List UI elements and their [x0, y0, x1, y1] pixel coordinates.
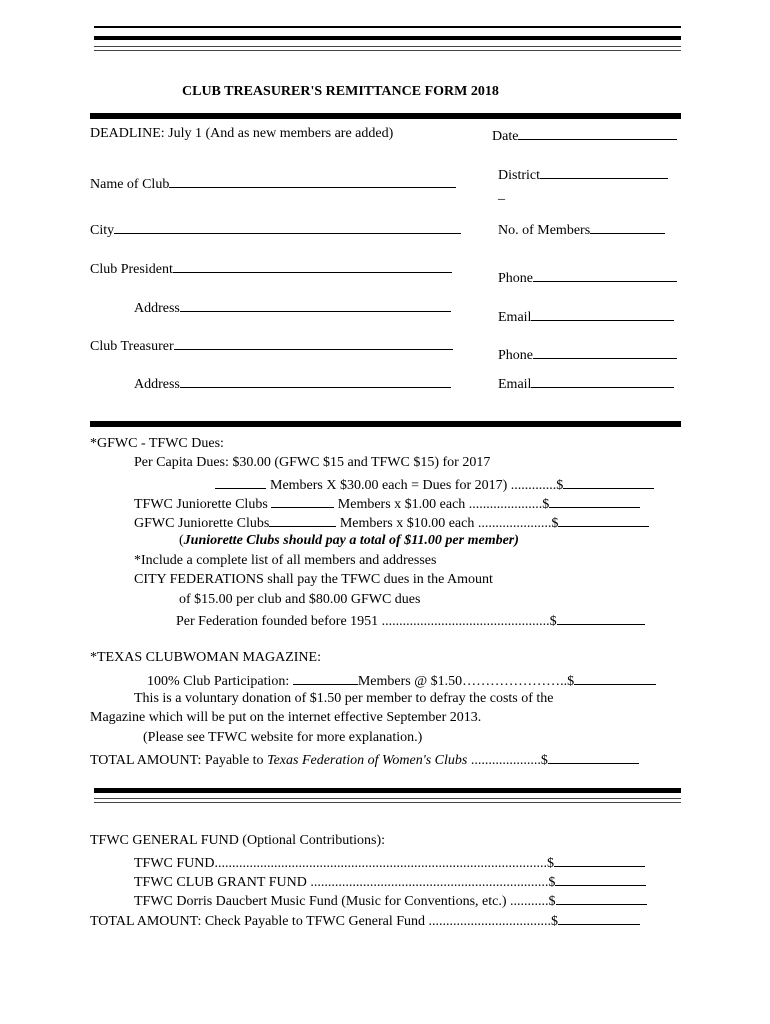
- participation-tail: Members @ $1.50…………………..$: [357, 674, 575, 689]
- email-label: Email: [498, 310, 532, 325]
- club-president-blank[interactable]: [173, 259, 452, 273]
- section-rule-2-double: [94, 798, 681, 803]
- date-blank[interactable]: [518, 126, 677, 140]
- city-field[interactable]: [90, 220, 461, 239]
- donation-text-2: Magazine which will be put on the internet effective September 2013.: [90, 710, 482, 725]
- participation-line: [147, 671, 656, 690]
- no-members-field[interactable]: [498, 220, 665, 239]
- club-treasurer-blank[interactable]: [174, 336, 453, 350]
- daucbert-fund-line: [134, 891, 647, 910]
- tfwc-fund-line: [134, 853, 645, 872]
- club-president-field[interactable]: [90, 259, 452, 278]
- daucbert-fund-amount-blank[interactable]: [556, 891, 647, 905]
- members-count-blank[interactable]: [215, 475, 266, 489]
- city-federations-2: of $15.00 per club and $80.00 GFWC dues: [179, 592, 421, 607]
- phone-label: Phone: [498, 271, 533, 286]
- donation-text-1: This is a voluntary donation of $1.50 per member to defray the costs of the: [134, 691, 554, 706]
- juniorette-note-text: Juniorette Clubs should pay a total of $11.00 per member): [183, 533, 519, 548]
- city-federations-3: [176, 611, 645, 630]
- dues-heading: *GFWC - TFWC Dues:: [90, 436, 224, 451]
- members-amount-blank[interactable]: [563, 475, 654, 489]
- juniorette-tfwc-tail: Members x $1.00 each .....................$: [337, 497, 550, 512]
- club-treasurer-field[interactable]: [90, 336, 453, 355]
- magazine-total-prefix: TOTAL AMOUNT: Payable to: [90, 753, 268, 768]
- participation-amount-blank[interactable]: [574, 671, 656, 685]
- email-field[interactable]: [498, 307, 674, 326]
- tfwc-fund-text: TFWC FUND...............................................................................................$: [134, 856, 555, 871]
- date-label: Date: [492, 129, 519, 144]
- address2-blank[interactable]: [180, 374, 451, 388]
- phone2-label: Phone: [498, 348, 533, 363]
- general-fund-total-amount-blank[interactable]: [558, 911, 640, 925]
- city-label: City: [90, 223, 115, 238]
- phone-field[interactable]: [498, 268, 677, 287]
- top-rule-thick: [94, 36, 681, 40]
- phone2-field[interactable]: [498, 345, 677, 364]
- general-fund-total-text: TOTAL AMOUNT: Check Payable to TFWC General Fund ...................................$: [90, 914, 559, 929]
- no-members-label: No. of Members: [498, 223, 591, 238]
- per-capita-text: Per Capita Dues: $30.00 (GFWC $15 and TFWC $15) for 2017: [134, 455, 491, 470]
- section-rule-1: [90, 421, 681, 427]
- juniorette-note: [179, 533, 519, 549]
- grant-fund-text: TFWC CLUB GRANT FUND ....................................................................$: [134, 875, 556, 890]
- no-members-blank[interactable]: [590, 220, 665, 234]
- name-of-club-field[interactable]: [90, 174, 456, 193]
- donation-text-3: (Please see TFWC website for more explanation.): [143, 730, 423, 745]
- phone-blank[interactable]: [533, 268, 677, 282]
- section-rule-2: [94, 788, 681, 793]
- juniorette-tfwc-line: [134, 494, 640, 513]
- email-blank[interactable]: [531, 307, 674, 321]
- participation-label: 100% Club Participation:: [147, 674, 293, 689]
- district-label: District: [498, 168, 540, 183]
- juniorette-gfwc-tail: Members x $10.00 each .....................$: [339, 516, 559, 531]
- district-field[interactable]: [498, 165, 668, 184]
- general-fund-heading: TFWC GENERAL FUND (Optional Contributions):: [90, 833, 386, 848]
- daucbert-fund-text: TFWC Dorris Daucbert Music Fund (Music for Conventions, etc.) ...........$: [134, 894, 556, 909]
- district-overflow: _: [498, 187, 505, 202]
- date-field[interactable]: [492, 126, 677, 145]
- juniorette-note-paren: (: [179, 533, 184, 548]
- club-treasurer-label: Club Treasurer: [90, 339, 174, 354]
- include-list-note: *Include a complete list of all members and addresses: [134, 553, 437, 568]
- address2-field[interactable]: [134, 374, 451, 393]
- magazine-total-amount-blank[interactable]: [548, 750, 639, 764]
- city-federations-amount-blank[interactable]: [557, 611, 645, 625]
- phone2-blank[interactable]: [533, 345, 677, 359]
- address-label: Address: [134, 301, 180, 316]
- district-blank[interactable]: [540, 165, 668, 179]
- grant-fund-amount-blank[interactable]: [555, 872, 646, 886]
- form-title: CLUB TREASURER'S REMITTANCE FORM 2018: [182, 84, 499, 99]
- deadline-text: DEADLINE: July 1 (And as new members are added): [90, 126, 394, 141]
- participation-count-blank[interactable]: [293, 671, 358, 685]
- club-president-label: Club President: [90, 262, 173, 277]
- top-rule-double: [94, 46, 681, 51]
- address-field[interactable]: [134, 298, 451, 317]
- grant-fund-line: [134, 872, 646, 891]
- address2-label: Address: [134, 377, 180, 392]
- general-fund-total-line: [90, 911, 640, 930]
- city-blank[interactable]: [114, 220, 461, 234]
- juniorette-tfwc-count-blank[interactable]: [271, 494, 334, 508]
- magazine-total-payee: Texas Federation of Women's Clubs: [267, 753, 468, 768]
- city-federations-3-text: Per Federation founded before 1951 ................................................$: [176, 614, 557, 629]
- title-underline: [90, 113, 681, 119]
- juniorette-gfwc-amount-blank[interactable]: [558, 513, 649, 527]
- juniorette-tfwc-amount-blank[interactable]: [549, 494, 640, 508]
- tfwc-fund-amount-blank[interactable]: [554, 853, 645, 867]
- top-rule-thin: [94, 26, 681, 28]
- email2-label: Email: [498, 377, 532, 392]
- magazine-total-line: [90, 750, 639, 769]
- name-of-club-label: Name of Club: [90, 177, 170, 192]
- address-blank[interactable]: [180, 298, 451, 312]
- city-federations-1: CITY FEDERATIONS shall pay the TFWC dues in the Amount: [134, 572, 493, 587]
- name-of-club-blank[interactable]: [169, 174, 456, 188]
- juniorette-tfwc-label: TFWC Juniorette Clubs: [134, 497, 268, 512]
- email2-blank[interactable]: [531, 374, 674, 388]
- members-line-text: Members X $30.00 each = Dues for 2017) .............$: [270, 478, 564, 493]
- magazine-total-suffix: ....................$: [467, 753, 548, 768]
- email2-field[interactable]: [498, 374, 674, 393]
- juniorette-gfwc-label: GFWC Juniorette Clubs: [134, 516, 270, 531]
- members-line: [215, 475, 654, 494]
- juniorette-gfwc-count-blank[interactable]: [269, 513, 336, 527]
- juniorette-gfwc-line: [134, 513, 649, 532]
- magazine-heading: *TEXAS CLUBWOMAN MAGAZINE:: [90, 650, 321, 665]
